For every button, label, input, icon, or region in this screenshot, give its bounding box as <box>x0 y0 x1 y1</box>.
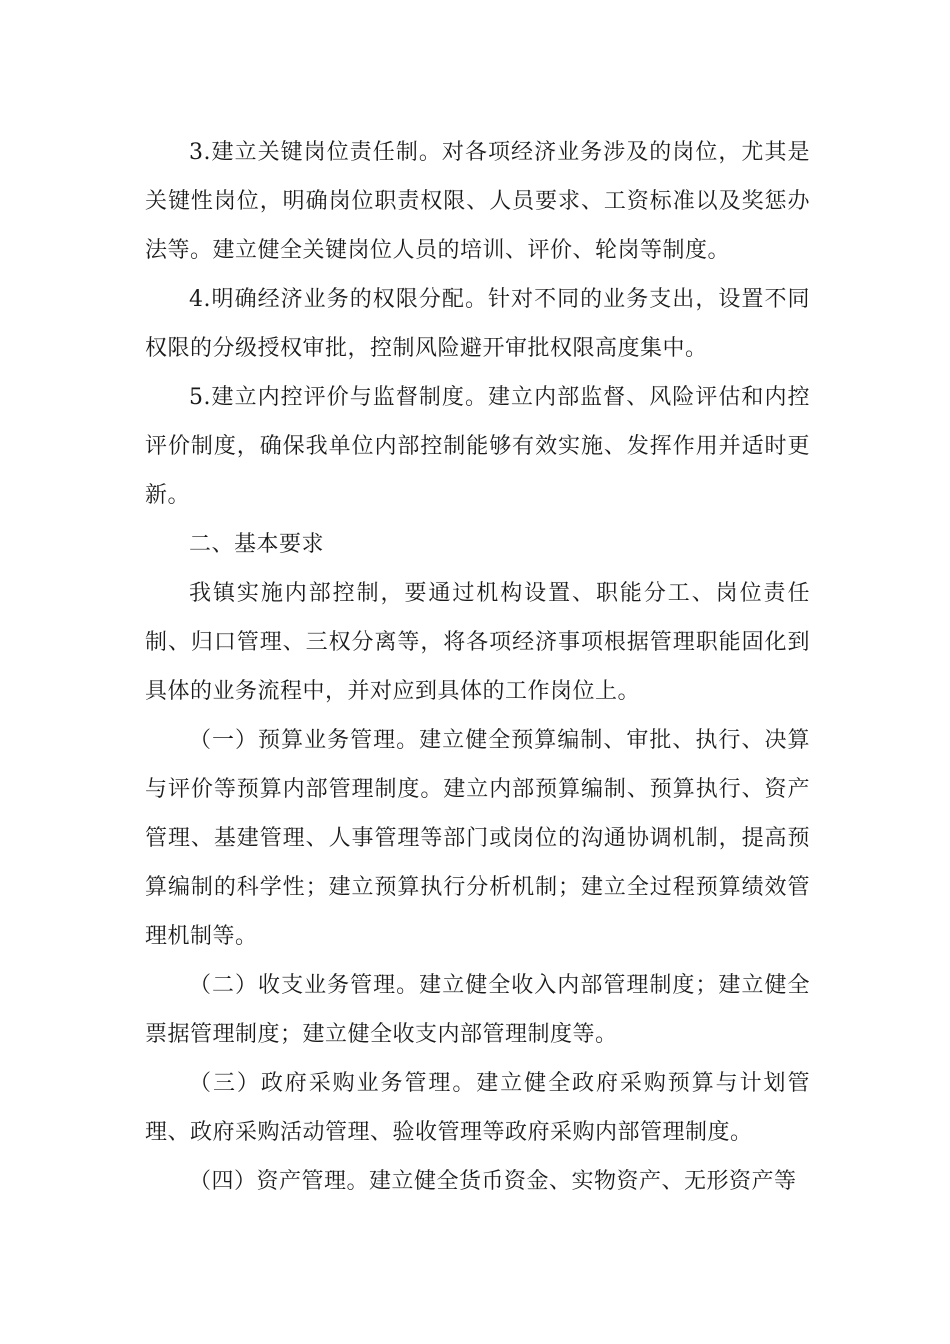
paragraph-budget-management: （一）预算业务管理。建立健全预算编制、审批、执行、决算与评价等预算内部管理制度。建立内部预算编制、预算执行、资产管理、基建管理、人事管理等部门或岗位的沟通协调机制，提高预算编制的科学性；建立预算执行分析机制；建立全过程预算绩效管理机制等。 <box>145 728 810 949</box>
paragraph-revenue-expenditure: （二）收支业务管理。建立健全收入内部管理制度；建立健全票据管理制度；建立健全收支内部管理制度等。 <box>145 973 810 1047</box>
paragraph-implementation: 我镇实施内部控制，要通过机构设置、职能分工、岗位责任制、归口管理、三权分离等，将各项经济事项根据管理职能固化到具体的业务流程中，并对应到具体的工作岗位上。 <box>145 581 810 704</box>
document-body <box>145 128 810 1206</box>
paragraph-key-post-responsibility: 3.建立关键岗位责任制。对各项经济业务涉及的岗位，尤其是关键性岗位，明确岗位职责权限、人员要求、工资标准以及奖惩办法等。建立健全关键岗位人员的培训、评价、轮岗等制度。 <box>145 140 810 263</box>
paragraph-authority-allocation: 4.明确经济业务的权限分配。针对不同的业务支出，设置不同权限的分级授权审批，控制风险避开审批权限高度集中。 <box>145 287 810 361</box>
paragraph-evaluation-supervision: 5.建立内控评价与监督制度。建立内部监督、风险评估和内控评价制度，确保我单位内部控制能够有效实施、发挥作用并适时更新。 <box>145 385 810 508</box>
section-heading-basic-requirements: 二、基本要求 <box>189 532 325 557</box>
paragraph-government-procurement: （三）政府采购业务管理。建立健全政府采购预算与计划管理、政府采购活动管理、验收管理等政府采购内部管理制度。 <box>145 1071 810 1145</box>
paragraph-asset-management: （四）资产管理。建立健全货币资金、实物资产、无形资产等 <box>189 1169 797 1194</box>
